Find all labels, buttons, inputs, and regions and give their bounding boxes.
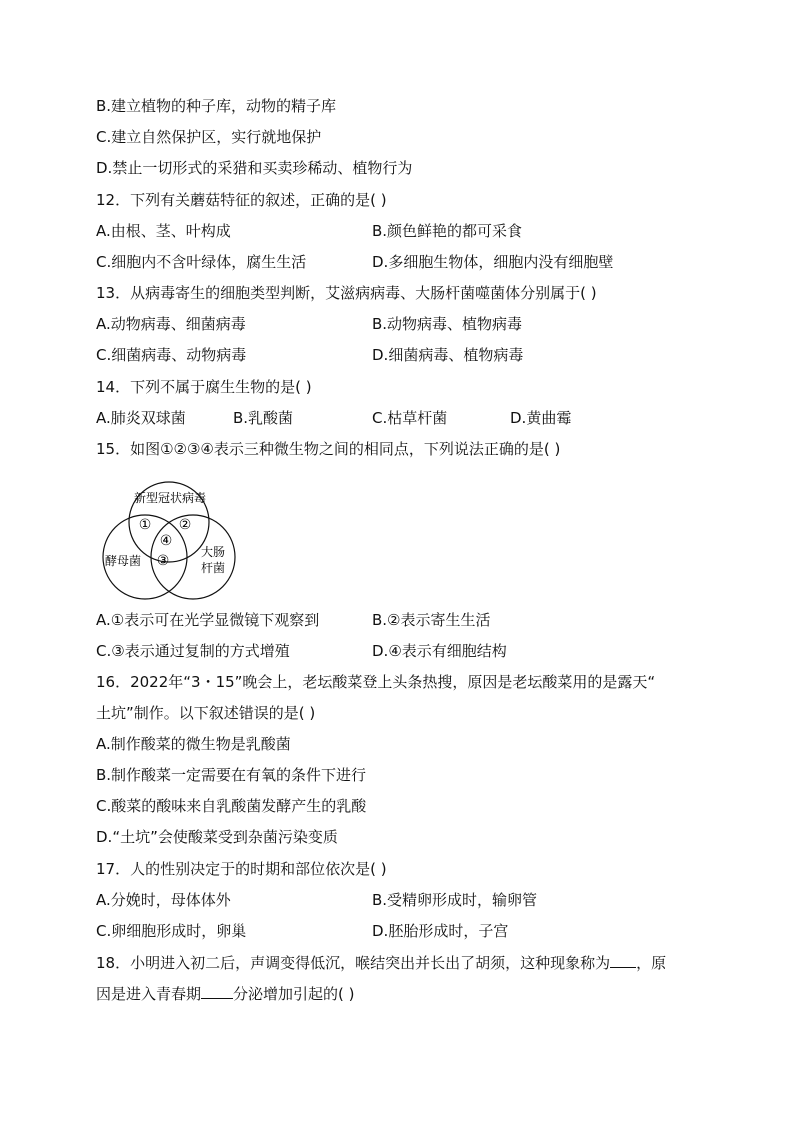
q17-stem: 17．人的性别决定于的时期和部位依次是( ) — [96, 860, 387, 878]
venn-region-3: ③ — [156, 553, 170, 569]
q18-stem-part3: 因是进入青春期 — [96, 985, 202, 1003]
q17-option-a: A.分娩时，母体体外 — [96, 891, 231, 909]
q13-option-c: C.细菌病毒、动物病毒 — [96, 346, 247, 364]
q16-stem-line1: 16．2022年“3・15”晚会上，老坛酸菜登上头条热搜，原因是老坛酸菜用的是露天“ — [96, 673, 656, 691]
q18-stem-line2 — [96, 983, 355, 1004]
q13-option-d: D.细菌病毒、植物病毒 — [372, 346, 524, 364]
q18-answer-blank-1[interactable] — [610, 952, 636, 968]
q16-option-a: A.制作酸菜的微生物是乳酸菌 — [96, 735, 291, 753]
q18-stem-line1 — [96, 952, 666, 973]
q15-option-c: C.③表示通过复制的方式增殖 — [96, 642, 290, 660]
venn-region-1: ① — [138, 517, 152, 533]
q11-option-b: B.建立植物的种子库，动物的精子库 — [96, 97, 337, 115]
q12-stem: 12．下列有关蘑菇特征的叙述，正确的是( ) — [96, 191, 387, 209]
q18-stem-part1: 18．小明进入初二后，声调变得低沉，喉结突出并长出了胡须，这种现象称为 — [96, 954, 611, 972]
q11-option-d: D.禁止一切形式的采猎和买卖珍稀动、植物行为 — [96, 159, 413, 177]
q12-option-a: A.由根、茎、叶构成 — [96, 222, 231, 240]
q15-stem: 15．如图①②③④表示三种微生物之间的相同点，下列说法正确的是( ) — [96, 440, 561, 458]
q17-option-b: B.受精卵形成时，输卵管 — [372, 891, 538, 909]
q13-option-a: A.动物病毒、细菌病毒 — [96, 315, 246, 333]
q15-option-d: D.④表示有细胞结构 — [372, 642, 507, 660]
venn-region-4: ④ — [159, 533, 173, 549]
q12-option-b: B.颜色鲜艳的都可采食 — [372, 222, 523, 240]
q14-option-c: C.枯草杆菌 — [372, 409, 448, 427]
q13-option-b: B.动物病毒、植物病毒 — [372, 315, 523, 333]
q11-option-c: C.建立自然保护区，实行就地保护 — [96, 128, 322, 146]
q15-option-a: A.①表示可在光学显微镜下观察到 — [96, 611, 320, 629]
q14-option-a: A.肺炎双球菌 — [96, 409, 186, 427]
venn-label-ecoli-line1: 大肠 — [200, 545, 226, 559]
venn-diagram — [96, 478, 246, 600]
venn-region-2: ② — [178, 517, 192, 533]
q17-option-d: D.胚胎形成时，子宫 — [372, 922, 509, 940]
q16-stem-line2: 土坑”制作。以下叙述错误的是( ) — [96, 704, 316, 722]
venn-label-ecoli-line2: 杆菌 — [200, 561, 226, 575]
q18-answer-blank-2[interactable] — [201, 983, 233, 999]
q12-option-d: D.多细胞生物体，细胞内没有细胞壁 — [372, 253, 614, 271]
q18-stem-part2: ，原 — [636, 954, 667, 972]
q14-option-b: B.乳酸菌 — [233, 409, 294, 427]
venn-label-yeast: 酵母菌 — [104, 554, 142, 568]
q13-stem: 13．从病毒寄生的细胞类型判断，艾滋病病毒、大肠杆菌噬菌体分别属于( ) — [96, 284, 597, 302]
q14-option-d: D.黄曲霉 — [510, 409, 572, 427]
q16-option-c: C.酸菜的酸味来自乳酸菌发酵产生的乳酸 — [96, 797, 367, 815]
q16-option-d: D.“土坑”会使酸菜受到杂菌污染变质 — [96, 828, 338, 846]
q14-stem: 14．下列不属于腐生生物的是( ) — [96, 378, 312, 396]
q15-option-b: B.②表示寄生生活 — [372, 611, 491, 629]
q16-option-b: B.制作酸菜一定需要在有氧的条件下进行 — [96, 766, 367, 784]
q12-option-c: C.细胞内不含叶绿体，腐生生活 — [96, 253, 307, 271]
venn-label-virus: 新型冠状病毒 — [133, 491, 207, 505]
q17-option-c: C.卵细胞形成时，卵巢 — [96, 922, 247, 940]
q18-stem-part4: 分泌增加引起的( ) — [233, 985, 355, 1003]
